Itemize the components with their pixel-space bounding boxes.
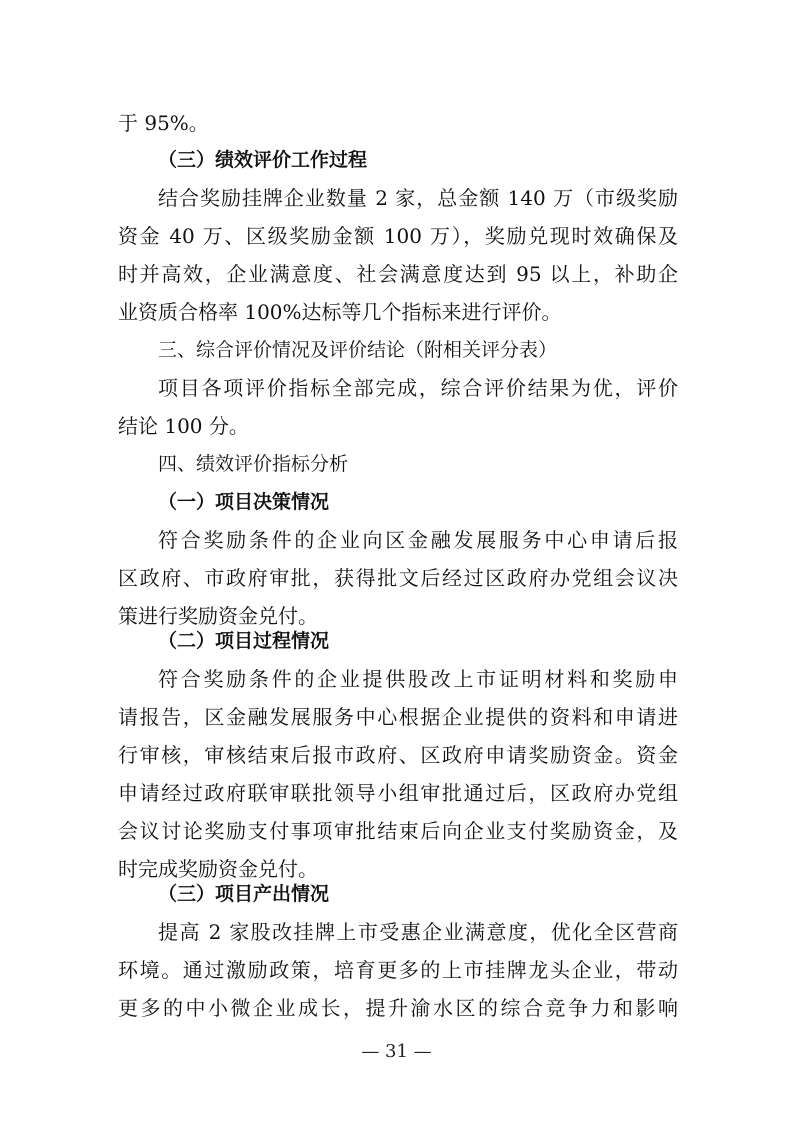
paragraph-line: 策进行奖励资金兑付。: [118, 604, 318, 628]
section-heading: （三）绩效评价工作过程: [158, 149, 368, 171]
paragraph-line: 请报告，区金融发展服务中心根据企业提供的资料和申请进: [118, 705, 678, 729]
paragraph-line: 环境。通过激励政策，培育更多的上市挂牌龙头企业，带动: [118, 958, 678, 982]
paragraph-line: 提高 2 家股改挂牌上市受惠企业满意度，优化全区营商: [158, 920, 678, 944]
paragraph-line: 结论 100 分。: [118, 414, 249, 438]
chapter-heading: 三、综合评价情况及评价结论（附相关评分表）: [158, 339, 558, 361]
paragraph-line: 时并高效，企业满意度、社会满意度达到 95 以上，补助企: [118, 262, 678, 286]
paragraph-line: 区政府、市政府审批，获得批文后经过区政府办党组会议决: [118, 566, 678, 590]
paragraph-line: 时完成奖励资金兑付。: [118, 857, 318, 881]
paragraph-line: 项目各项评价指标全部完成，综合评价结果为优，评价: [158, 376, 678, 400]
paragraph-line: 符合奖励条件的企业提供股改上市证明材料和奖励申: [158, 667, 678, 691]
section-heading: （一）项目决策情况: [158, 491, 330, 513]
page-number: — 31 —: [361, 1041, 432, 1062]
paragraph-line: 资金 40 万、区级奖励金额 100 万），奖励兑现时效确保及: [118, 224, 678, 248]
section-heading: （二）项目过程情况: [158, 630, 330, 652]
text-line: 于 95%。: [118, 111, 209, 135]
paragraph-line: 业资质合格率 100%达标等几个指标来进行评价。: [118, 300, 562, 324]
paragraph-line: 会议讨论奖励支付事项审批结束后向企业支付奖励资金，及: [118, 819, 678, 843]
paragraph-line: 申请经过政府联审联批领导小组审批通过后，区政府办党组: [118, 781, 678, 805]
chapter-heading: 四、绩效评价指标分析: [158, 453, 349, 475]
section-heading: （三）项目产出情况: [158, 883, 330, 905]
paragraph-line: 结合奖励挂牌企业数量 2 家，总金额 140 万（市级奖励: [158, 186, 678, 210]
paragraph-line: 符合奖励条件的企业向区金融发展服务中心申请后报: [158, 528, 678, 552]
paragraph-line: 行审核，审核结束后报市政府、区政府申请奖励资金。资金: [118, 743, 678, 767]
paragraph-line: 更多的中小微企业成长，提升渝水区的综合竞争力和影响: [118, 996, 678, 1020]
